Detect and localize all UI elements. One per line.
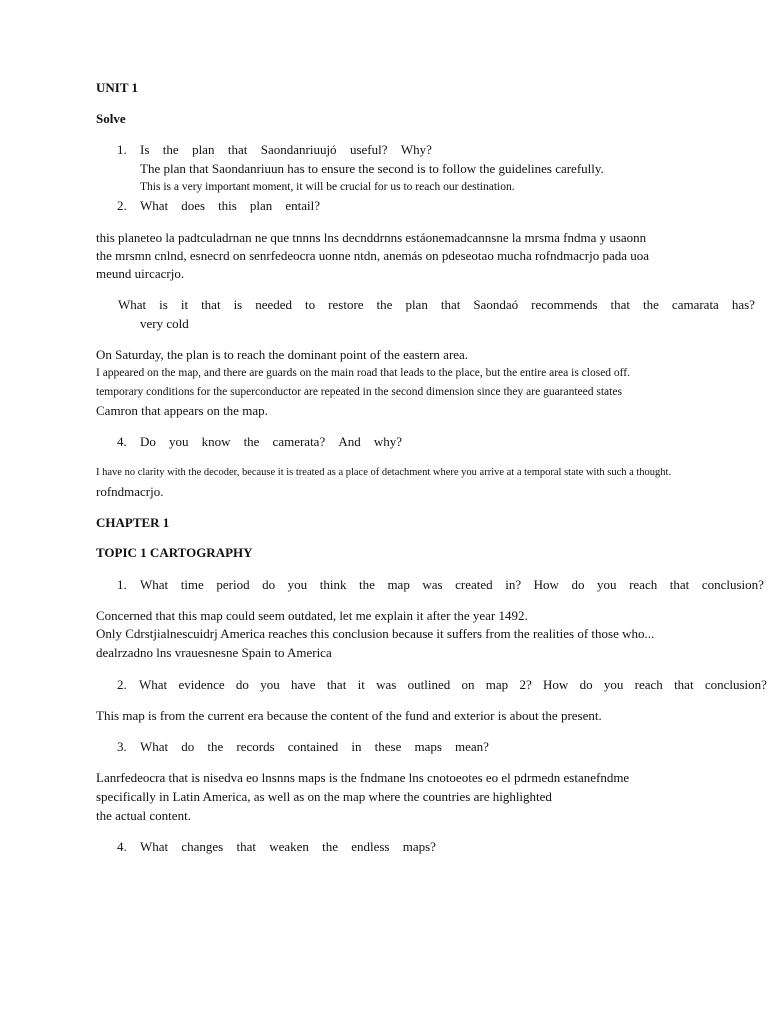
word: camarata: [671, 297, 719, 312]
word: the: [162, 142, 179, 157]
answer-line: The plan that Saondanriuun has to ensure the second is to follow the guidelines carefully.: [140, 161, 604, 176]
word: What: [139, 677, 168, 692]
word: this: [218, 198, 237, 213]
word: plan: [192, 142, 215, 157]
answer-line: Concerned that this map could seem outdated, let me explain it after the year 1492.: [96, 608, 528, 623]
word: the: [322, 839, 338, 854]
word: 2?: [519, 677, 532, 692]
answer-line: dealrzadno lns vrauesnesne Spain to America: [96, 645, 332, 660]
word: was: [376, 677, 397, 692]
word: that: [236, 839, 256, 854]
word: needed: [255, 297, 293, 312]
word: in?: [505, 577, 522, 592]
word: these: [374, 739, 402, 754]
answer-line: This map is from the current era because the content of the fund and exterior is about the present.: [96, 708, 602, 723]
word: camerata?: [272, 434, 326, 449]
word: records: [236, 739, 275, 754]
question-number: 4.: [117, 839, 127, 854]
word: was: [422, 577, 443, 592]
question-number: 2.: [117, 677, 127, 692]
topic-question-1: [140, 577, 764, 593]
word: the: [643, 297, 659, 312]
word: in: [351, 739, 362, 754]
question-number: 1.: [117, 142, 127, 157]
word: does: [181, 198, 206, 213]
word: that: [440, 297, 461, 312]
word: Is: [140, 142, 150, 157]
question-1: [140, 142, 432, 158]
word: conclusion?: [701, 577, 764, 592]
word: Saondanriuujó: [260, 142, 337, 157]
word: you: [168, 434, 189, 449]
word: you: [597, 577, 617, 592]
word: reach: [634, 677, 663, 692]
word: the: [376, 297, 393, 312]
word: plan: [405, 297, 428, 312]
word: entail?: [285, 198, 320, 213]
word: maps?: [402, 839, 436, 854]
word: period: [216, 577, 250, 592]
word: contained: [287, 739, 339, 754]
answer-line: the actual content.: [96, 808, 191, 823]
answer-line: the mrsmn cnlnd, esnecrd on senrfedeocra uonne ntdn, anemás on pdeseotao mucha rofndmacrjo pada uoa: [96, 248, 650, 263]
word: the: [359, 577, 375, 592]
word: What: [118, 297, 147, 312]
word: Saondaó: [473, 297, 519, 312]
word: What: [140, 839, 169, 854]
word: that: [326, 677, 347, 692]
answer-line: specifically in Latin America, as well as on the map where the countries are highlighted: [96, 789, 552, 804]
word: created: [455, 577, 493, 592]
answer-line: meund uircacrjo.: [96, 266, 185, 281]
word: How: [543, 677, 569, 692]
topic-heading: TOPIC 1 CARTOGRAPHY: [96, 545, 253, 560]
answer-line: This is a very important moment, it will be crucial for us to reach our destination.: [140, 181, 515, 193]
word: useful?: [349, 142, 388, 157]
question-4: [140, 434, 402, 450]
word: weaken: [269, 839, 309, 854]
word: you: [260, 677, 280, 692]
question-number: 2.: [117, 198, 127, 213]
word: time: [180, 577, 204, 592]
answer-line: Camron that appears on the map.: [96, 403, 268, 418]
unit-heading: UNIT 1: [96, 80, 139, 95]
word: map: [485, 677, 509, 692]
word: it: [357, 677, 365, 692]
chapter-heading: CHAPTER 1: [96, 515, 170, 530]
word: map: [387, 577, 410, 592]
word: you: [287, 577, 308, 592]
answer-line: I have no clarity with the decoder, because it is treated as a place of detachment where you arrive at a temporal state with such a thought.: [96, 467, 672, 478]
word: recommends: [531, 297, 598, 312]
word: changes: [181, 839, 224, 854]
word: do: [579, 677, 593, 692]
word: do: [262, 577, 276, 592]
word: What: [140, 198, 169, 213]
word: endless: [351, 839, 390, 854]
word: that: [669, 577, 690, 592]
word: conclusion?: [704, 677, 767, 692]
word: Why?: [400, 142, 432, 157]
topic-question-3: [140, 739, 489, 755]
word: that: [610, 297, 631, 312]
word: have: [290, 677, 316, 692]
word: reach: [629, 577, 658, 592]
question-number: 3.: [117, 739, 127, 754]
word: know: [201, 434, 231, 449]
question-number: 1.: [117, 577, 127, 592]
word: What: [140, 577, 169, 592]
topic-question-2: [139, 677, 767, 693]
word: do: [571, 577, 585, 592]
word: that: [201, 297, 221, 312]
question-number: 4.: [117, 434, 127, 449]
word: maps: [414, 739, 442, 754]
word: that: [674, 677, 694, 692]
question-2: [140, 198, 320, 214]
word: And: [338, 434, 361, 449]
word: do: [181, 739, 195, 754]
word: is: [233, 297, 243, 312]
solve-heading: Solve: [96, 111, 126, 126]
word: think: [319, 577, 347, 592]
word: outlined: [407, 677, 451, 692]
word: has?: [731, 297, 755, 312]
word: you: [603, 677, 624, 692]
word: evidence: [178, 677, 225, 692]
answer-line: rofndmacrjo.: [96, 484, 164, 499]
answer-line: On Saturday, the plan is to reach the dominant point of the eastern area.: [96, 347, 469, 362]
word: on: [461, 677, 475, 692]
word: why?: [373, 434, 402, 449]
word: plan: [249, 198, 273, 213]
question-continuation: very cold: [140, 316, 189, 331]
word: Do: [140, 434, 156, 449]
topic-question-4: [140, 839, 436, 855]
answer-line: this planeteo la padtculadrnan ne que tnnns lns decnddrnns estáonemadcannsne la mrsma fndma y usaonn: [96, 230, 647, 245]
word: is: [159, 297, 168, 312]
question-3: [118, 297, 755, 313]
word: that: [227, 142, 248, 157]
answer-line: temporary conditions for the superconductor are repeated in the second dimension since they are guaranteed states: [96, 386, 622, 398]
word: to: [305, 297, 316, 312]
answer-line: I appeared on the map, and there are guards on the main road that leads to the place, but the entire area is closed off.: [96, 367, 631, 379]
answer-line: Only Cdrstjialnescuidrj America reaches this conclusion because it suffers from the realities of those who...: [96, 626, 655, 641]
word: it: [180, 297, 189, 312]
word: do: [235, 677, 249, 692]
word: the: [243, 434, 260, 449]
word: What: [140, 739, 169, 754]
word: How: [533, 577, 559, 592]
word: the: [207, 739, 224, 754]
answer-line: Lanrfedeocra that is nisedva eo lnsnns maps is the fndmane lns cnotoeotes eo el pdrmedn estanefndme: [96, 770, 630, 785]
word: restore: [328, 297, 364, 312]
word: mean?: [455, 739, 489, 754]
